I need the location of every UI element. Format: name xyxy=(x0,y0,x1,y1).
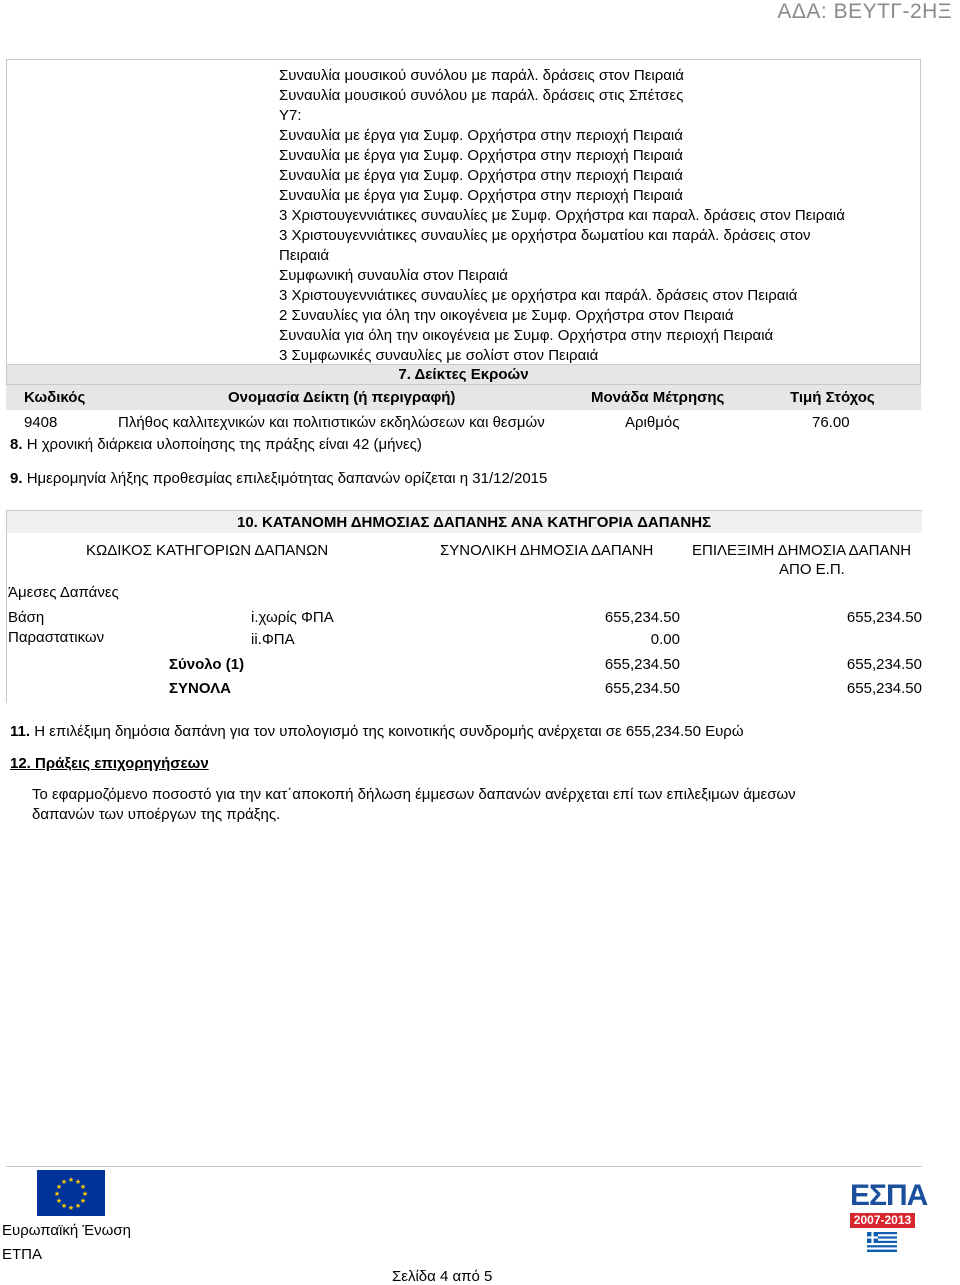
basis-label: Βάση xyxy=(8,609,45,626)
activity-line: Συμφωνική συναυλία στον Πειραιά xyxy=(279,267,508,284)
activity-line: 3 Χριστουγεννιάτικες συναυλίες με ορχήστρα και παράλ. δράσεις στον Πειραιά xyxy=(279,287,798,304)
svg-text:★: ★ xyxy=(60,1202,68,1210)
activity-line: 3 Συμφωνικές συναυλίες με σολίστ στον Πειραιά xyxy=(279,347,599,364)
svg-text:★: ★ xyxy=(53,1190,61,1198)
activity-line: Συναυλία με έργα για Συμφ. Ορχήστρα στην περιοχή Πειραιά xyxy=(279,147,683,164)
eligible-expenditure-statement xyxy=(10,723,744,740)
page-number: Σελίδα 4 από 5 xyxy=(392,1268,493,1285)
activity-line: Συναυλία με έργα για Συμφ. Ορχήστρα στην περιοχή Πειραιά xyxy=(279,167,683,184)
header-target: Τιμή Στόχος xyxy=(790,389,875,406)
row-total: 0.00 xyxy=(650,631,680,648)
svg-text:★: ★ xyxy=(74,1178,82,1186)
eu-flag-icon xyxy=(37,1170,105,1216)
espa-logo xyxy=(850,1179,928,1256)
eligible-expenditure-text: Η επιλέξιμη δημόσια δαπάνη για τον υπολογισμό της κοινοτικής συνδρομής ανέρχεται σε 655,234.50 Ευρώ xyxy=(34,723,744,740)
subtotal-eligible: 655,234.50 xyxy=(846,656,922,673)
espa-logo-years: 2007-2013 xyxy=(850,1213,915,1228)
row-total: 655,234.50 xyxy=(604,609,680,626)
header-code: Κωδικός xyxy=(24,389,86,406)
subtotal-total: 655,234.50 xyxy=(604,656,680,673)
indicator-code: 9408 xyxy=(24,414,58,431)
indicator-unit: Αριθμός xyxy=(625,414,680,431)
duration-statement xyxy=(10,436,422,453)
eu-label: Ευρωπαϊκή Ένωση xyxy=(2,1222,131,1239)
footer-divider xyxy=(6,1166,922,1167)
activity-line: 2 Συναυλίες για όλη την οικογένεια με Συμφ. Ορχήστρα στον Πειραιά xyxy=(279,307,734,324)
row-eligible: 655,234.50 xyxy=(846,609,922,626)
grand-total-eligible: 655,234.50 xyxy=(846,680,922,697)
svg-text:★: ★ xyxy=(79,1183,87,1191)
espa-logo-text: ΕΣΠΑ xyxy=(850,1179,928,1212)
greek-flag-icon xyxy=(867,1232,897,1252)
grand-total-label: ΣΥΝΟΛΑ xyxy=(169,680,231,697)
ada-code: ΑΔΑ: ΒΕΥΤΓ-2ΗΞ xyxy=(777,0,952,23)
activity-line: Πειραιά xyxy=(279,247,330,264)
grants-text-line: δαπανών των υποέργων της πράξης. xyxy=(32,806,281,823)
grants-text-line: Το εφαρμοζόμενο ποσοστό για την κατ΄αποκοπή δήλωση έμμεσων δαπανών ανέρχεται επί των επιλεξιμων άμεσων xyxy=(32,786,796,803)
allocation-title: 10. ΚΑΤΑΝΟΜΗ ΔΗΜΟΣΙΑΣ ΔΑΠΑΝΗΣ ΑΝΑ ΚΑΤΗΓΟΡΙΑ ΔΑΠΑΝΗΣ xyxy=(237,514,712,531)
allocation-table xyxy=(6,510,922,703)
activity-line: Συναυλία για όλη την οικογένεια με Συμφ. Ορχήστρα στην περιοχή Πειραιά xyxy=(279,327,774,344)
activity-line: Συναυλία με έργα για Συμφ. Ορχήστρα στην περιοχή Πειραιά xyxy=(279,187,683,204)
svg-text:★: ★ xyxy=(67,1176,75,1184)
deadline-text: Ημερομηνία λήξης προθεσμίας επιλεξιμότητας δαπανών ορίζεται η 31/12/2015 xyxy=(26,470,548,487)
activity-line: 3 Χριστουγεννιάτικες συναυλίες με ορχήστρα δωματίου και παράλ. δράσεις στον xyxy=(279,227,811,244)
erdf-label: ΕΤΠΑ xyxy=(2,1246,43,1263)
activities-list xyxy=(6,59,921,364)
section-number: 8. xyxy=(10,436,23,453)
basis-label-line2: Παραστατικων xyxy=(8,629,105,646)
row-label: ii.ΦΠΑ xyxy=(251,631,295,648)
activity-line: Συναυλία με έργα για Συμφ. Ορχήστρα στην περιοχή Πειραιά xyxy=(279,127,683,144)
svg-text:★: ★ xyxy=(55,1197,63,1205)
indicator-name: Πλήθος καλλιτεχνικών και πολιτιστικών εκδηλώσεων και θεσμών xyxy=(118,414,545,431)
header-unit: Μονάδα Μέτρησης xyxy=(591,389,725,406)
col-eligible-line2: ΑΠΟ Ε.Π. xyxy=(779,561,845,578)
indicators-header-row xyxy=(6,385,921,410)
col-category: ΚΩΔΙΚΟΣ ΚΑΤΗΓΟΡΙΩΝ ΔΑΠΑΝΩΝ xyxy=(86,542,329,559)
activity-line: 3 Χριστουγεννιάτικες συναυλίες με Συμφ. Ορχήστρα και παραλ. δράσεις στον Πειραιά xyxy=(279,207,845,224)
row-label: i.χωρίς ΦΠΑ xyxy=(251,609,334,626)
header-name: Ονομασία Δείκτη (ή περιγραφή) xyxy=(228,389,456,406)
grants-section-title: 12. Πράξεις επιχορηγήσεων xyxy=(10,755,209,772)
grand-total-total: 655,234.50 xyxy=(604,680,680,697)
duration-text: Η χρονική διάρκεια υλοποίησης της πράξης είναι 42 (μήνες) xyxy=(26,436,422,453)
svg-text:★: ★ xyxy=(74,1202,82,1210)
direct-costs-label: Άμεσες Δαπάνες xyxy=(8,584,119,601)
svg-text:★: ★ xyxy=(55,1183,63,1191)
svg-text:★: ★ xyxy=(60,1178,68,1186)
eligibility-deadline xyxy=(10,470,547,487)
svg-text:★: ★ xyxy=(79,1197,87,1205)
activity-line: Υ7: xyxy=(279,107,302,124)
section-number: 9. xyxy=(10,470,23,487)
indicator-target: 76.00 xyxy=(812,414,850,431)
subtotal-label: Σύνολο (1) xyxy=(169,656,245,673)
indicators-section-title: 7. Δείκτες Εκροών xyxy=(6,364,921,385)
svg-text:★: ★ xyxy=(81,1190,89,1198)
col-eligible: ΕΠΙΛΕΞΙΜΗ ΔΗΜΟΣΙΑ ΔΑΠΑΝΗ xyxy=(692,542,912,559)
col-total: ΣΥΝΟΛΙΚΗ ΔΗΜΟΣΙΑ ΔΑΠΑΝΗ xyxy=(440,542,654,559)
table-row xyxy=(6,410,921,435)
activity-line: Συναυλία μουσικού συνόλου με παράλ. δράσεις στις Σπέτσες xyxy=(279,87,684,104)
svg-text:★: ★ xyxy=(67,1204,75,1212)
activity-line: Συναυλία μουσικού συνόλου με παράλ. δράσεις στον Πειραιά xyxy=(279,67,684,84)
section-number: 11. xyxy=(10,723,31,740)
